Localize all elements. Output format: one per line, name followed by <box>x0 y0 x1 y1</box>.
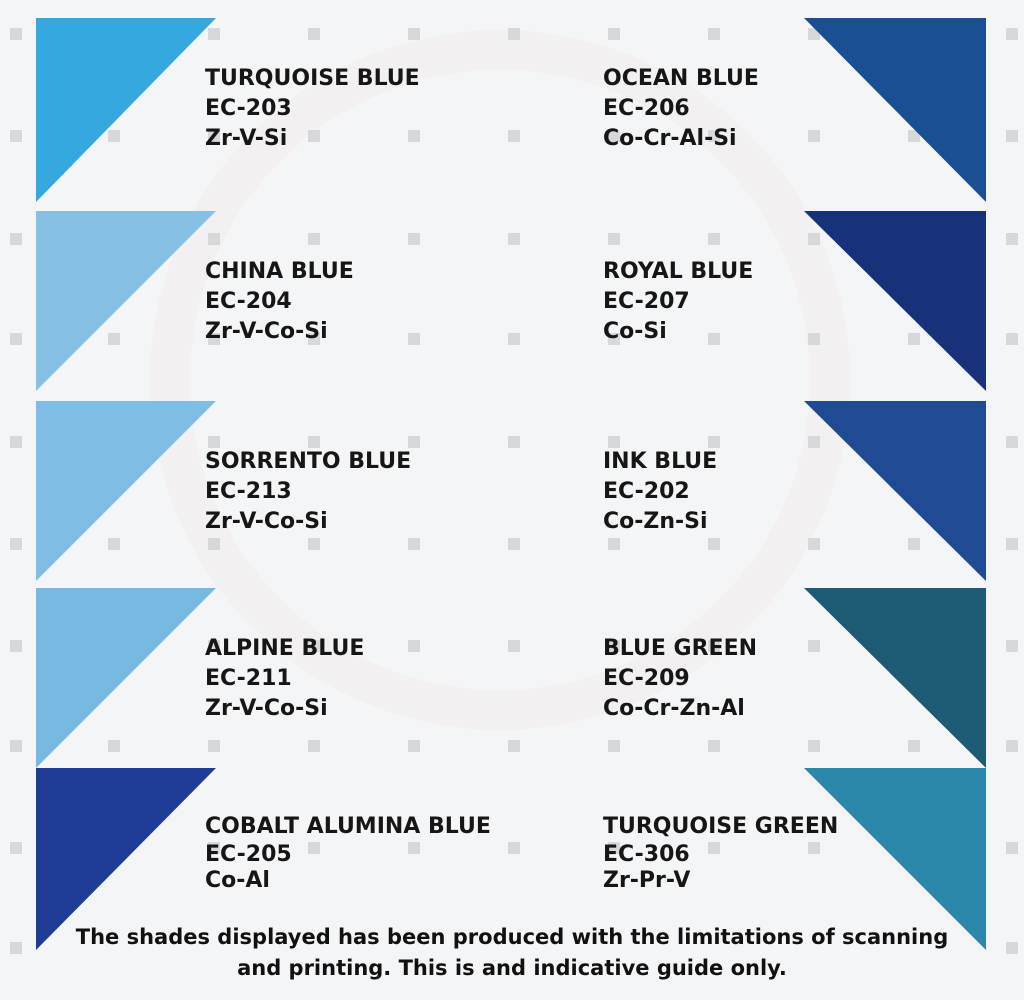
color-composition: Co-Cr-Zn-Al <box>603 696 745 721</box>
left-swatch-label <box>205 64 420 154</box>
swatch-row <box>0 401 1024 581</box>
color-composition: Zr-Pr-V <box>603 868 691 893</box>
right-color-swatch <box>804 588 986 768</box>
color-name: SORRENTO BLUE <box>205 449 412 474</box>
color-code: EC-203 <box>205 96 292 121</box>
color-composition: Zr-V-Co-Si <box>205 696 328 721</box>
left-swatch-label <box>205 257 354 347</box>
color-name: CHINA BLUE <box>205 259 354 284</box>
color-code: EC-206 <box>603 96 690 121</box>
color-code: EC-205 <box>205 842 292 867</box>
left-color-swatch <box>36 211 216 391</box>
color-name: TURQUOISE GREEN <box>603 814 839 839</box>
color-name: TURQUOISE BLUE <box>205 66 420 91</box>
color-code: EC-207 <box>603 289 690 314</box>
color-composition: Zr-V-Co-Si <box>205 509 328 534</box>
swatch-row <box>0 18 1024 202</box>
color-code: EC-306 <box>603 842 690 867</box>
left-swatch-label <box>205 634 364 724</box>
right-swatch-label <box>603 257 753 347</box>
color-name: COBALT ALUMINA BLUE <box>205 814 491 839</box>
color-code: EC-202 <box>603 479 690 504</box>
color-name: ALPINE BLUE <box>205 636 365 661</box>
disclaimer <box>0 922 1024 984</box>
right-color-swatch <box>804 401 986 581</box>
left-color-swatch <box>36 588 216 768</box>
color-code: EC-211 <box>205 666 292 691</box>
left-color-swatch <box>36 401 216 581</box>
left-color-swatch <box>36 18 216 202</box>
right-color-swatch <box>804 18 986 202</box>
right-swatch-label <box>603 64 759 154</box>
color-code: EC-213 <box>205 479 292 504</box>
right-swatch-label <box>603 634 757 724</box>
color-composition: Co-Cr-Al-Si <box>603 126 737 151</box>
color-name: OCEAN BLUE <box>603 66 759 91</box>
right-swatch-label <box>603 447 717 537</box>
color-composition: Co-Al <box>205 868 270 893</box>
right-color-swatch <box>804 211 986 391</box>
color-name: INK BLUE <box>603 449 718 474</box>
color-composition: Zr-V-Si <box>205 126 288 151</box>
disclaimer-line-2: and printing. This is and indicative guide only. <box>237 956 787 980</box>
disclaimer-line-1: The shades displayed has been produced with the limitations of scanning <box>75 925 949 949</box>
left-swatch-label <box>205 447 411 537</box>
color-composition: Co-Zn-Si <box>603 509 708 534</box>
swatch-row <box>0 211 1024 391</box>
swatch-row <box>0 588 1024 768</box>
left-swatch-label <box>205 812 491 894</box>
color-composition: Co-Si <box>603 319 667 344</box>
color-name: BLUE GREEN <box>603 636 758 661</box>
color-name: ROYAL BLUE <box>603 259 754 284</box>
right-swatch-label <box>603 812 838 894</box>
color-code: EC-204 <box>205 289 292 314</box>
color-code: EC-209 <box>603 666 690 691</box>
color-composition: Zr-V-Co-Si <box>205 319 328 344</box>
